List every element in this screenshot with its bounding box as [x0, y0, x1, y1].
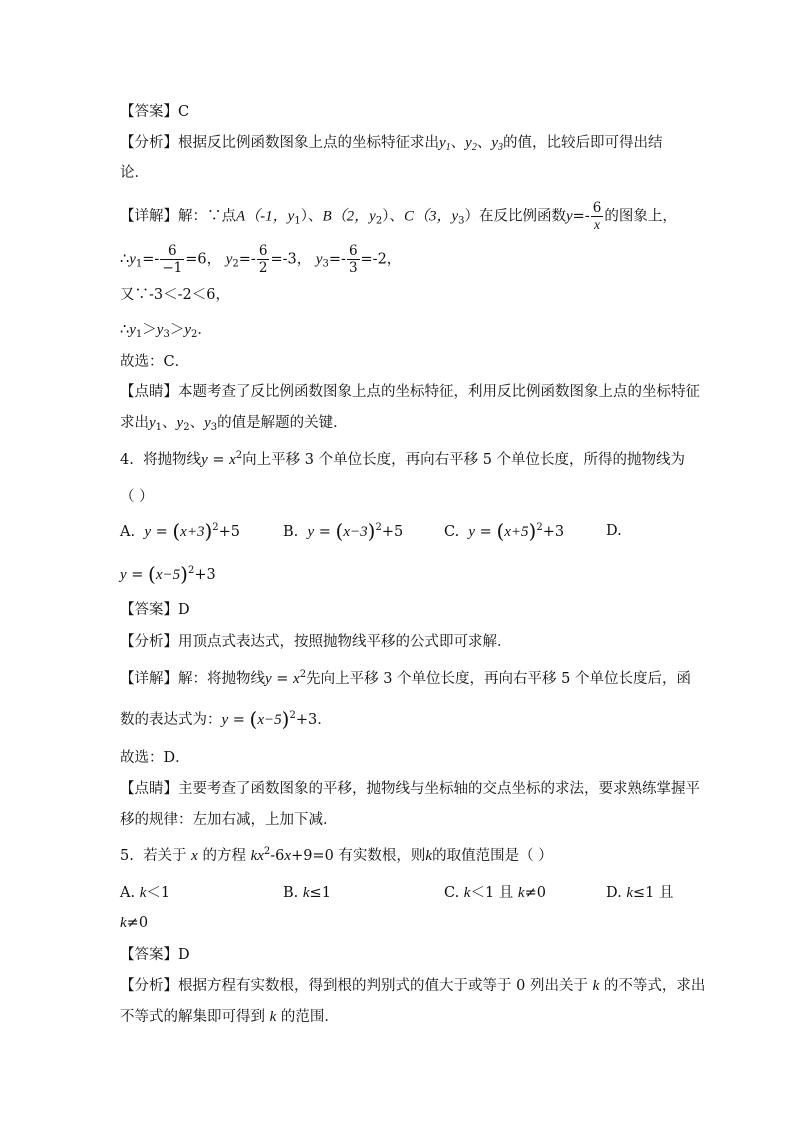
q4-option-d[interactable]: $y = (x-5)^2+3$: [120, 562, 216, 586]
analysis-tag: 【分析】: [120, 135, 178, 151]
q3-because-line: 又∵-3＜-2＜6，: [120, 287, 230, 303]
q4-stem-line: 4. 将抛物线$y = x^2$向上平移 3 个单位长度，再向右平移 5 个单位长度，所得的抛物线为: [120, 450, 686, 468]
q3-comment-line-1: 【点睛】本题考查了反比例函数图象上点的坐标特征，利用反比例函数图象上点的坐标特征: [120, 384, 700, 400]
sep: 、: [450, 135, 466, 151]
detail-text: 解：∵点: [178, 208, 236, 225]
fraction-6-over-x: $\frac{6}{x}$: [592, 200, 602, 232]
point-b: B（2，: [322, 208, 370, 225]
var-y1: $y_1$: [439, 135, 451, 153]
q4-detail-line-1: 【详解】解：将抛物线$y = x^2$先向上平移 3 个单位长度，再向右平移 5 个单位长度后，函: [120, 669, 691, 687]
q3-comment-line-2: 求出$y_1$、$y_2$、$y_3$的值是解题的关键．: [120, 415, 348, 433]
analysis-text: 的值，比较后即可得出结: [503, 135, 663, 151]
var-y2: $y_2$: [465, 135, 477, 153]
q5-option-c[interactable]: C. k＜1 且 k≠0: [444, 885, 546, 901]
q4-comment-line-1: 【点睛】主要考查了函数图象的平移，抛物线与坐标轴的交点坐标的求法，要求熟练掌握平: [120, 781, 700, 797]
q5-option-a[interactable]: A. k＜1: [120, 885, 171, 901]
q3-conclusion-line: $\therefore y_1>y_3>y_2$．: [120, 322, 212, 340]
sep: 、: [476, 135, 492, 151]
fraction-y1: $\frac{6}{-1}$: [162, 243, 183, 276]
q5-stem-line: 5. 若关于 x 的方程 $kx^2-6x+9=0$ 有实数根，则k的取值范围是（ ）: [120, 846, 553, 864]
q5-option-b[interactable]: B. k≤1: [283, 885, 331, 901]
fraction-y3: $\frac{6}{3}$: [348, 243, 358, 276]
answer-value: D: [178, 947, 190, 963]
q5-analysis-line-2: 不等式的解集即可得到 k 的范围．: [120, 1009, 339, 1025]
q5-answer-line: [120, 945, 190, 965]
answer-value: D: [178, 602, 190, 618]
var-y3: $y_3$: [491, 135, 504, 153]
q4-choose-line: 故选：D．: [120, 750, 190, 766]
question-number: 5.: [120, 848, 134, 864]
q4-answer-line: [120, 600, 190, 620]
q3-analysis-line-1: [120, 133, 663, 153]
answer-tag: 【答案】: [120, 602, 178, 618]
detail-tag: 【详解】: [120, 671, 178, 687]
answer-tag: 【答案】: [120, 947, 178, 963]
q5-option-d[interactable]: D. k≤1 且: [606, 885, 674, 901]
point-a: A（-1，: [236, 208, 288, 225]
analysis-tag: 【分析】: [120, 978, 178, 994]
analysis-text: 论．: [120, 165, 149, 181]
q3-answer-line: [120, 102, 189, 122]
question-number: 4.: [120, 452, 134, 468]
q4-option-d-label[interactable]: D.: [606, 523, 622, 539]
q5-analysis-line-1: 【分析】根据方程有实数根，得到根的判别式的值大于或等于 0 列出关于 k 的不等式，求出: [120, 978, 706, 994]
q4-option-b[interactable]: B. $y = (x-3)^2+5$: [283, 519, 404, 543]
q4-blank: （ ）: [120, 489, 154, 505]
point-c: C（3，: [403, 208, 452, 225]
q4-comment-line-2: 移的规律：左加右减，上加下减．: [120, 812, 338, 828]
answer-tag: 【答案】: [120, 104, 178, 120]
q4-analysis-line: 【分析】用顶点式表达式，按照抛物线平移的公式即可求解．: [120, 634, 512, 650]
q4-option-a[interactable]: A. $y = (x+3)^2+5$: [120, 519, 241, 543]
analysis-text: 根据反比例函数图象上点的坐标特征求出: [178, 135, 439, 151]
q4-detail-line-2: 数的表达式为：$y = (x-5)^2+3$．: [120, 707, 332, 731]
fraction-y2: $\frac{6}{2}$: [258, 243, 268, 276]
q3-analysis-line-2: [120, 163, 149, 183]
q3-detail-line-2: $\therefore y_1=-$ $\frac{6}{-1}$ =6， $y_2=-$ $\frac{6}{2}$ =-3， $y_3=-$ $\frac{6}{3}$ =-2，: [120, 243, 402, 276]
comment-tag: 【点睛】: [120, 781, 178, 797]
q3-detail-line-1: 【详解】解：∵点A（-1，$y_1$）、B（2，$y_2$）、C（3，$y_3$）在反比例函数y=- $\frac{6}{x}$ 的图象上，: [120, 200, 677, 232]
q3-choose-line: 故选：C．: [120, 354, 190, 370]
detail-tag: 【详解】: [120, 208, 178, 225]
analysis-tag: 【分析】: [120, 634, 178, 650]
q5-option-d-cont: k≠0: [120, 915, 149, 931]
answer-value: C: [178, 104, 190, 120]
q4-option-c[interactable]: C. $y = (x+5)^2+3$: [444, 519, 565, 543]
comment-tag: 【点睛】: [120, 384, 178, 400]
